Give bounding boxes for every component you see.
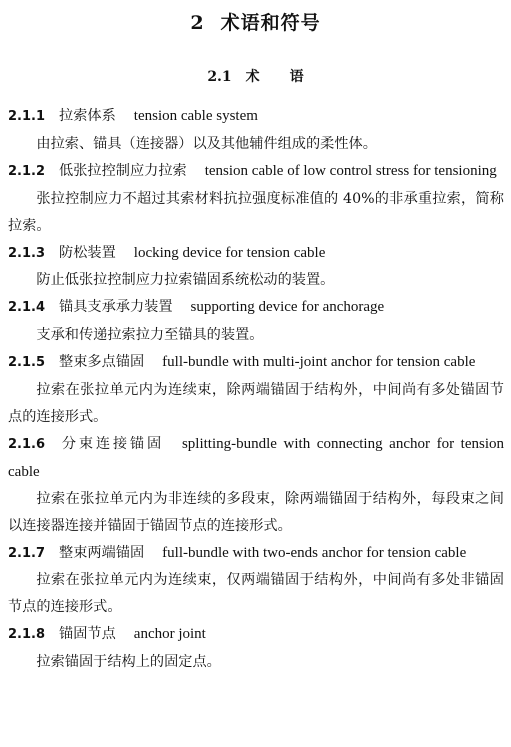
chapter-title-text: 术语和符号 (220, 12, 321, 34)
term-definition: 张拉控制应力不超过其索材料抗拉强度标准值的 40%的非承重拉索，简称拉索。 (8, 190, 504, 234)
term-heading (8, 431, 504, 486)
term-definition: 拉索锚固于结构上的固定点。 (36, 654, 221, 671)
term-number: 2.1.5 (8, 355, 46, 371)
term-english: locking device for tension cable (133, 244, 326, 261)
term-heading (8, 240, 504, 268)
term-entry (8, 294, 504, 349)
term-english: supporting device for anchorage (190, 299, 385, 316)
term-entry (8, 349, 504, 431)
section-title-part2: 语 (289, 69, 304, 85)
term-english: anchor joint (133, 626, 206, 643)
term-number: 2.1.3 (8, 245, 46, 261)
term-chinese: 拉索体系 (59, 108, 116, 124)
section-number: 2.1 (207, 69, 232, 85)
term-chinese: 防松装置 (59, 244, 116, 261)
term-chinese: 分束连接锚固 (59, 435, 164, 452)
term-chinese: 低张拉控制应力拉索 (59, 162, 187, 179)
section-title (0, 66, 511, 86)
section-title-part1: 术 (245, 69, 260, 85)
chapter-title (0, 8, 511, 35)
term-definition: 支承和传递拉索拉力至锚具的装置。 (36, 327, 264, 344)
chapter-number: 2 (190, 12, 205, 34)
term-definition: 拉索在张拉单元内为非连续的多段束，除两端锚固于结构外，每段束之间以连接器连接并锚固于锚固节点的连接形式。 (8, 490, 504, 534)
term-heading (8, 621, 504, 649)
term-heading (8, 294, 504, 322)
term-heading (8, 540, 504, 568)
term-english: full-bundle with two-ends anchor for tension cable (162, 544, 467, 561)
term-definition: 拉索在张拉单元内为连续束，仅两端锚固于结构外，中间尚有多处非锚固节点的连接形式。 (8, 572, 504, 616)
term-entry (8, 621, 504, 676)
term-definition: 由拉索、锚具（连接器）以及其他辅件组成的柔性体。 (36, 135, 377, 152)
term-heading (8, 158, 504, 186)
term-entry (8, 240, 504, 295)
term-english: tension cable of low control stress for tensioning (204, 162, 497, 179)
term-chinese: 锚具支承承力装置 (59, 299, 173, 316)
term-number: 2.1.8 (8, 627, 46, 643)
term-heading (8, 103, 504, 131)
term-english: splitting-bundle with connecting anchor for tension cable (8, 435, 504, 480)
term-number: 2.1.1 (8, 109, 46, 124)
term-number: 2.1.4 (8, 300, 46, 316)
term-english: full-bundle with multi-joint anchor for tension cable (162, 354, 476, 371)
term-entry (8, 540, 504, 622)
term-english: tension cable system (133, 108, 258, 124)
term-number: 2.1.2 (8, 163, 46, 179)
term-chinese: 整束多点锚固 (59, 354, 145, 371)
term-entry (8, 158, 504, 240)
terms-list (8, 103, 504, 676)
term-entry (8, 103, 504, 158)
term-entry (8, 431, 504, 540)
term-chinese: 锚固节点 (59, 626, 116, 643)
term-definition: 拉索在张拉单元内为连续束，除两端锚固于结构外，中间尚有多处锚固节点的连接形式。 (8, 382, 504, 425)
term-number: 2.1.6 (8, 436, 46, 452)
term-heading (8, 349, 504, 377)
term-number: 2.1.7 (8, 545, 46, 561)
term-chinese: 整束两端锚固 (59, 544, 145, 561)
term-definition: 防止低张拉控制应力拉索锚固系统松动的装置。 (36, 272, 335, 289)
